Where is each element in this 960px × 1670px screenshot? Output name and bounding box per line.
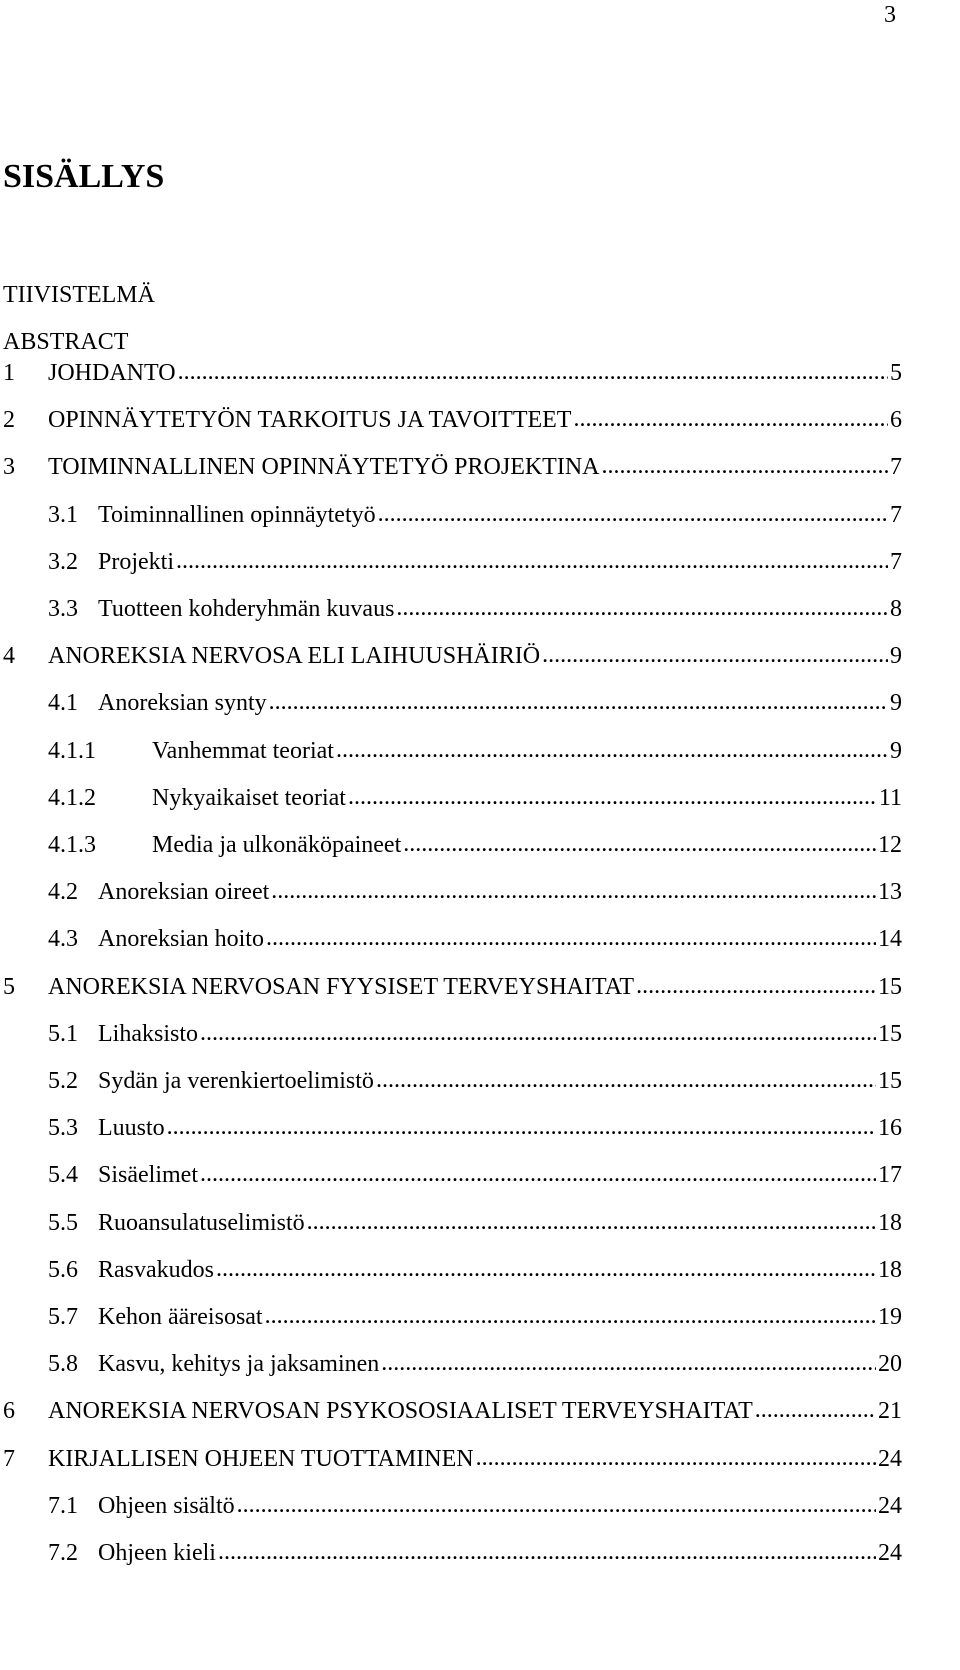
toc-entry-number: 3.1 — [48, 501, 78, 528]
toc-entry-title: Nykyaikaiset teoriat — [152, 784, 346, 811]
toc-entry-abstract-en[interactable]: ABSTRACT — [3, 329, 129, 355]
toc-entry-page: 13 — [878, 879, 902, 906]
dot-leader — [378, 499, 888, 529]
toc-entry[interactable] — [48, 547, 902, 577]
toc-entry[interactable] — [3, 641, 902, 671]
toc-entry-number: 7.1 — [48, 1492, 78, 1519]
toc-entry-number: 4.1.3 — [48, 832, 96, 858]
page-number: 3 — [884, 2, 896, 28]
toc-entry[interactable] — [48, 1255, 902, 1285]
toc-entry[interactable] — [48, 924, 902, 954]
toc-entry[interactable] — [3, 1444, 902, 1474]
toc-entry-number: 3.2 — [48, 548, 78, 575]
dot-leader — [237, 1490, 876, 1520]
dot-leader — [602, 451, 889, 481]
toc-entry-page: 9 — [890, 737, 902, 764]
toc-entry-number: 1 — [3, 360, 15, 386]
toc-entry[interactable] — [48, 1113, 902, 1143]
toc-entry-title: ANOREKSIA NERVOSAN FYYSISET TERVEYSHAITAT — [48, 973, 635, 1000]
toc-entry-title: Anoreksian oireet — [98, 879, 270, 906]
toc-entry-title: Vanhemmat teoriat — [152, 737, 334, 764]
toc-entry[interactable] — [48, 783, 902, 813]
dot-leader — [216, 1254, 876, 1284]
toc-entry-title: TOIMINNALLINEN OPINNÄYTETYÖ PROJEKTINA — [48, 454, 600, 481]
toc-entry[interactable] — [48, 830, 902, 860]
dot-leader — [755, 1395, 876, 1425]
toc-entry-number: 4.2 — [48, 879, 78, 906]
toc-entry-title: Ohjeen kieli — [98, 1540, 216, 1566]
toc-entry-title: Sisäelimet — [98, 1162, 198, 1189]
toc-entry[interactable] — [3, 1396, 902, 1426]
dot-leader — [381, 1348, 876, 1378]
toc-entry-number: 5.5 — [48, 1209, 78, 1236]
toc-entry[interactable] — [48, 736, 902, 766]
toc-entry-number: 4.3 — [48, 926, 78, 953]
toc-entry-title: JOHDANTO — [48, 360, 176, 386]
toc-entry-page: 21 — [878, 1398, 902, 1425]
toc-entry-page: 20 — [878, 1351, 902, 1378]
toc-entry-page: 11 — [878, 784, 902, 811]
toc-entry[interactable] — [3, 358, 902, 388]
toc-entry-page: 15 — [878, 1068, 902, 1094]
toc-entry-number: 4.1.1 — [48, 737, 96, 764]
toc-entry[interactable] — [3, 452, 902, 482]
toc-entry-page: 24 — [878, 1445, 902, 1472]
dot-leader — [636, 971, 876, 1001]
toc-entry-page: 8 — [890, 596, 902, 622]
toc-entry[interactable] — [48, 594, 902, 624]
toc-entry-number: 3.3 — [48, 596, 78, 622]
toc-entry-page: 7 — [890, 501, 902, 528]
toc-entry-page: 14 — [878, 926, 902, 953]
toc-entry-number: 4.1 — [48, 690, 78, 717]
toc-entry-abstract-fi[interactable]: TIIVISTELMÄ — [3, 282, 155, 308]
toc-entry-page: 19 — [878, 1304, 902, 1330]
page-title: SISÄLLYS — [3, 158, 165, 195]
toc-entry-title: Projekti — [98, 548, 174, 575]
toc-entry-page: 7 — [890, 454, 902, 481]
toc-entry[interactable] — [48, 877, 902, 907]
dot-leader — [167, 1112, 876, 1142]
toc-entry-page: 17 — [878, 1162, 902, 1189]
dot-leader — [266, 923, 876, 953]
dot-leader — [271, 876, 876, 906]
toc-entry-number: 6 — [3, 1398, 15, 1425]
toc-entry[interactable] — [48, 1491, 902, 1521]
toc-entry-page: 9 — [890, 690, 902, 717]
dot-leader — [396, 593, 888, 623]
toc-entry-title: Toiminnallinen opinnäytetyö — [98, 501, 376, 528]
toc-entry-number: 5.8 — [48, 1351, 78, 1378]
dot-leader — [307, 1207, 876, 1237]
dot-leader — [336, 735, 888, 765]
toc-entry-number: 3 — [3, 454, 15, 481]
toc-entry-title: OPINNÄYTETYÖN TARKOITUS JA TAVOITTEET — [48, 407, 572, 434]
dot-leader — [265, 1301, 876, 1331]
toc-entry-page: 7 — [890, 548, 902, 575]
dot-leader — [476, 1443, 876, 1473]
dot-leader — [403, 829, 876, 859]
dot-leader — [200, 1159, 876, 1189]
toc-entry-title: KIRJALLISEN OHJEEN TUOTTAMINEN — [48, 1445, 474, 1472]
toc-entry-title: Lihaksisto — [98, 1020, 198, 1047]
toc-entry-number: 5 — [3, 973, 15, 1000]
toc-entry[interactable] — [48, 1208, 902, 1238]
toc-entry-title: Tuotteen kohderyhmän kuvaus — [98, 596, 395, 622]
toc-entry-number: 5.7 — [48, 1304, 78, 1330]
toc-entry[interactable] — [3, 972, 902, 1002]
toc-entry-number: 5.3 — [48, 1115, 78, 1142]
toc-entry-page: 12 — [878, 832, 902, 858]
toc-entry[interactable] — [48, 1349, 902, 1379]
toc-entry-page: 18 — [878, 1256, 902, 1283]
toc-entry-number: 7 — [3, 1445, 15, 1472]
toc-entry[interactable] — [48, 1066, 902, 1096]
dot-leader — [218, 1537, 876, 1567]
toc-entry-title: Media ja ulkonäköpaineet — [152, 832, 402, 858]
toc-entry-title: ANOREKSIA NERVOSAN PSYKOSOSIAALISET TERVEYSHAITAT — [48, 1398, 753, 1425]
toc-entry-page: 24 — [878, 1540, 902, 1566]
toc-entry[interactable] — [48, 688, 902, 718]
toc-entry-page: 24 — [878, 1492, 902, 1519]
toc-entry-number: 4 — [3, 643, 15, 670]
toc-entry-title: Kehon ääreisosat — [98, 1304, 263, 1330]
dot-leader — [178, 357, 888, 387]
toc-entry[interactable] — [3, 405, 902, 435]
toc-entry[interactable] — [48, 1538, 902, 1568]
toc-entry-title: Anoreksian hoito — [98, 926, 264, 953]
toc-entry-title: Ohjeen sisältö — [98, 1492, 235, 1519]
toc-entry-number: 7.2 — [48, 1540, 78, 1566]
toc-entry-number: 2 — [3, 407, 15, 434]
toc-entry-page: 9 — [890, 643, 902, 670]
toc-entry-page: 6 — [890, 407, 902, 434]
dot-leader — [200, 1018, 876, 1048]
toc-entry-title: ANOREKSIA NERVOSA ELI LAIHUUSHÄIRIÖ — [48, 643, 541, 670]
toc-entry-number: 5.6 — [48, 1256, 78, 1283]
toc-entry[interactable] — [48, 1160, 902, 1190]
dot-leader — [376, 1065, 876, 1095]
toc-entry-number: 5.2 — [48, 1068, 78, 1094]
toc-entry[interactable] — [48, 500, 902, 530]
toc-entry-title: Kasvu, kehitys ja jaksaminen — [98, 1351, 380, 1378]
toc-entry-number: 5.1 — [48, 1020, 78, 1047]
toc-entry-title: Anoreksian synty — [98, 690, 267, 717]
toc-entry[interactable] — [48, 1302, 902, 1332]
toc-entry-number: 5.4 — [48, 1162, 78, 1189]
dot-leader — [573, 404, 888, 434]
dot-leader — [348, 782, 877, 812]
toc-entry-title: Luusto — [98, 1115, 165, 1142]
toc-entry-title: Rasvakudos — [98, 1256, 214, 1283]
toc-entry-page: 18 — [878, 1209, 902, 1236]
toc-entry[interactable] — [48, 1019, 902, 1049]
toc-entry-title: Sydän ja verenkiertoelimistö — [98, 1068, 374, 1094]
toc-entry-page: 15 — [878, 973, 902, 1000]
toc-entry-page: 16 — [878, 1115, 902, 1142]
toc-entry-title: Ruoansulatuselimistö — [98, 1209, 305, 1236]
toc-entry-page: 15 — [878, 1020, 902, 1047]
dot-leader — [176, 546, 888, 576]
toc-entry-number: 4.1.2 — [48, 784, 96, 811]
dot-leader — [269, 687, 888, 717]
dot-leader — [542, 640, 888, 670]
toc-entry-page: 5 — [890, 360, 902, 386]
